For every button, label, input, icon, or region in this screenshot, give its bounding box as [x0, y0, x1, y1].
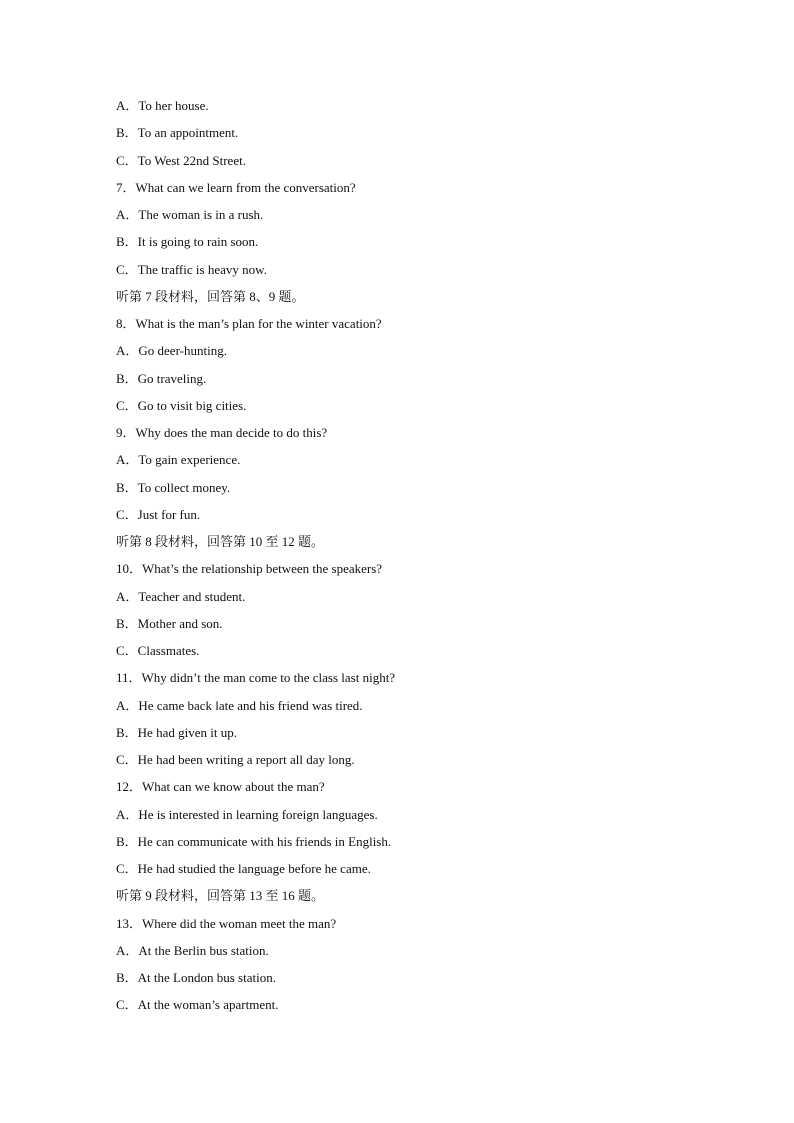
option-line: B．He can communicate with his friends in English.: [116, 833, 392, 849]
question-9: 9．Why does the man decide to do this?: [116, 425, 328, 440]
option-line: C．He had studied the language before he came.: [116, 861, 371, 876]
option-line: A．The woman is in a rush.: [116, 207, 264, 222]
option-line: A．To gain experience.: [116, 452, 241, 468]
section-instruction: 听第 8 段材料，回答第 10 至 12 题。: [116, 534, 325, 549]
option-line: B．To an appointment.: [116, 125, 239, 141]
option-line: B．To collect money.: [116, 479, 231, 495]
question-13: 13．Where did the woman meet the man?: [116, 915, 337, 931]
option-line: B．It is going to rain soon.: [116, 234, 259, 250]
option-line: C．At the woman’s apartment.: [116, 997, 279, 1013]
option-line: C．Go to visit big cities.: [116, 397, 247, 413]
question-12: 12．What can we know about the man?: [116, 779, 325, 795]
section-instruction: 听第 7 段材料，回答第 8、9 题。: [116, 288, 305, 304]
option-line: A．Teacher and student.: [116, 588, 246, 604]
option-line: C．Classmates.: [116, 643, 200, 658]
question-10: 10．What’s the relationship between the speakers?: [116, 561, 383, 577]
option-line: B．He had given it up.: [116, 724, 237, 740]
option-line: B．Go traveling.: [116, 370, 207, 386]
option-line: B．Mother and son.: [116, 615, 223, 631]
question-list: [116, 92, 716, 1019]
option-line: C．He had been writing a report all day long.: [116, 752, 355, 767]
question-7: 7．What can we learn from the conversation?: [116, 179, 356, 195]
question-11: 11．Why didn’t the man come to the class last night?: [116, 670, 396, 686]
option-line: A．To her house.: [116, 98, 209, 113]
option-line: A．He came back late and his friend was tired.: [116, 697, 363, 713]
option-line: A．He is interested in learning foreign languages.: [116, 806, 378, 822]
option-line: C．The traffic is heavy now.: [116, 261, 267, 277]
section-instruction: 听第 9 段材料，回答第 13 至 16 题。: [116, 888, 325, 904]
option-line: C．Just for fun.: [116, 506, 201, 522]
option-line: A．At the Berlin bus station.: [116, 942, 269, 958]
question-8: 8．What is the man’s plan for the winter vacation?: [116, 316, 382, 331]
option-line: A．Go deer-hunting.: [116, 343, 227, 359]
option-line: C．To West 22nd Street.: [116, 152, 246, 168]
option-line: B．At the London bus station.: [116, 970, 276, 985]
